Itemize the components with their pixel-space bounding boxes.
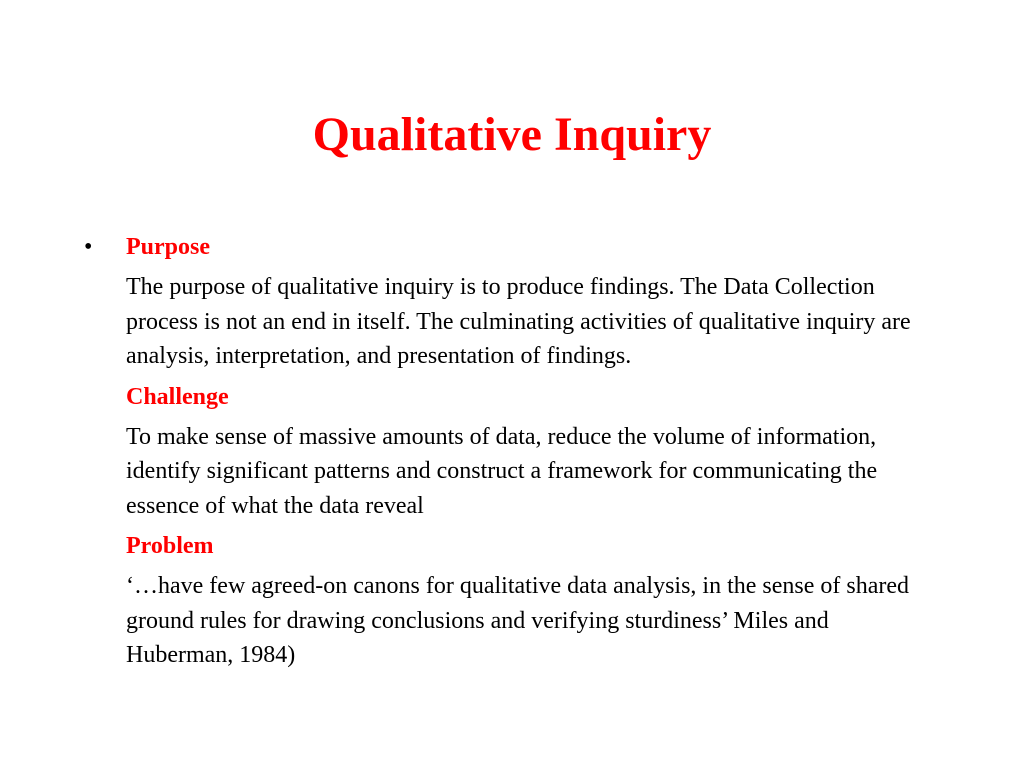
bullet-body	[126, 230, 964, 673]
section-heading-purpose: Purpose	[126, 234, 210, 260]
bullet-point: •	[84, 234, 93, 260]
section-text-purpose: The purpose of qualitative inquiry is to produce findings. The Data Collection process is not an end in itself. The culminating activities of qualitative inquiry are analysis, interpretation, and presentation of findings.	[126, 274, 911, 369]
section-heading-problem: Problem	[126, 533, 214, 559]
slide-title: Qualitative Inquiry	[312, 108, 712, 161]
section-text-problem: ‘…have few agreed-on canons for qualitative data analysis, in the sense of shared ground rules for drawing conclusions and verifying sturdiness’ Miles and Huberman, 1984)	[126, 573, 910, 668]
slide-content	[84, 230, 964, 679]
section-heading-challenge: Challenge	[126, 383, 229, 410]
section-text-challenge: To make sense of massive amounts of data, reduce the volume of information, identify significant patterns and construct a framework for communicating the essence of what the data reveal	[126, 423, 878, 519]
